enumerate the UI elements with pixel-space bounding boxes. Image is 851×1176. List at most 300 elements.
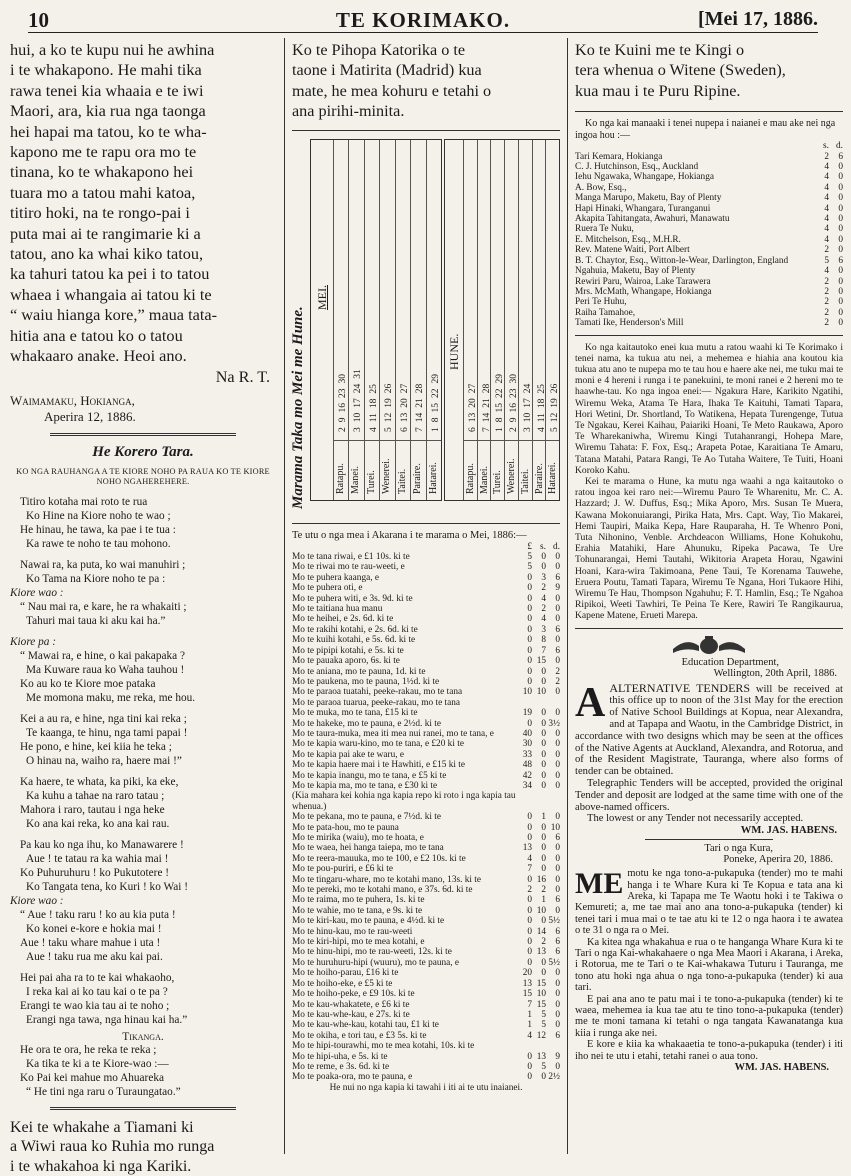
table-amount: 0 [527,926,532,937]
table-amount: 6 [555,645,560,656]
table-amount: 6 [555,1030,560,1041]
table-item: Mo te muka, mo te tana, £15 ki te [292,708,418,719]
table-amount: 5 [527,562,532,573]
news-line: Ko te Kuini me te Kingi o [575,41,745,59]
table-amount: 0 [541,1072,546,1083]
table-amount: 2 [824,318,829,329]
table-amount [546,1041,560,1051]
table-amount: 0 [838,307,843,318]
table-amount: 42 [522,770,532,781]
table-amount: 0 [838,162,843,173]
table-amount: 0 [541,822,546,833]
table-amount: 4 [527,853,532,864]
news-line: Kei te whakahe a Tiamani ki [10,1118,194,1136]
table-row [292,864,560,874]
calendar-date: 22 [430,388,441,398]
table-amount: 4 [824,234,829,245]
table-row [292,1052,560,1062]
table-item: Mo te reera-mauuka, mo te 100, e £2 10s. ki te [292,853,466,864]
mei-label: MEI. [315,284,329,310]
poem-line [10,831,276,838]
column-rule [567,38,568,1154]
agents-notice-june: Kei te marama o Hune, ka mutu nga waahi a nga kaitautoko o ratou ingoa kei raro nei:—Wiremu Pauro Te Wharenitu, Mr. C. A. Hazzard; J. W. Duffus, Esq.; Mika Aporo, Mrs. Susan Te Muera, Kawana Mokonuiarangi, Pirika Hata, Mrs. Capt. Way, Tio Makarei, Hemi Taupiri, Maika Kepa, Hare Rauparaha, H. Te Whenro Poni, Tuta Nihonino, Venble. Archdeacon Williams, Hone Kohukohu, Erahia Matahiki, Hare Ahunuku, Ripeka Pacawa, Te Ure Tohunarangai, Hemi Tautahi, Wikitoria Arapeta Horau, Ngawini Hoani, Kara-wira Takimoana, Pene Taui, Te Korenama Tauwehe, Eruera Poutu, Tamati Tapara, Wiremu Te Ngana, Hori Tukaore Hihi, Wiremu Te Hau, Thompson Ngahuhu; F. T. Hamlin, Esq.; Te Ngahoa Ripikoi, Weeti Tawhiri, Te Peina Te Kere, Rawiri Te Rangikaurua, Kapene Matene, Erueti Marepa. [575,475,843,622]
letter-line: titiro hoki, na te rongo-pai i [10,203,190,223]
table-amount: 0 [555,593,560,604]
table-amount: 0 [541,728,546,739]
poem-line: Kiore wao : [10,894,64,907]
table-amount [546,698,560,708]
calendar-day-header: Taitei. [519,468,531,494]
subscribers-table [575,141,843,328]
table-row [292,781,560,791]
poem-line: O hinau na, waiho ra, haere mai !” [26,754,182,767]
table-amount: 0 [555,989,560,1000]
table-amount [546,791,560,812]
table-amount: 0 [555,749,560,760]
calendar-date: 3 [522,426,533,432]
table-row [292,646,560,656]
poem-line [10,628,276,635]
table-amount: 30 [522,739,532,750]
calendar-date: 9 [338,417,348,422]
letter-line: Maori, ara, kia rua nga taonga [10,101,206,121]
table-amount: 0 [527,604,532,615]
table-amount: 0 [541,676,546,687]
table-amount: 0 [541,708,546,719]
hune-grid [463,140,559,500]
calendar-date: 1 [495,426,506,432]
calendar-date: 23 [338,388,348,398]
table-amount: 0 [555,1009,560,1020]
poem-line: Ko au ko te Kiore moe pataka [20,677,156,690]
news-item-sweden [575,40,843,101]
section-divider [292,523,560,524]
table-amount: 0 [838,245,843,256]
poem-line: “ He tini nga raru o Turaungatao.” [26,1085,181,1098]
table-row [292,833,560,843]
table-item: Mo te kapia waru-kino, mo te tana, e £20 ki te [292,739,464,750]
table-row [292,979,560,989]
maori-tenders-notice [575,868,843,936]
table-row [292,750,560,760]
table-row [292,843,560,853]
table-amount: 6 [555,833,560,843]
table-amount: 10 [536,687,546,698]
table-item: Mo te puhera witi, e 3s. 9d. ki te [292,593,413,604]
letter-line: i te whakapono. He mahi tika [10,60,202,80]
table-item: Mo te riwai mo te rau-weeti, e [292,562,405,573]
calendar-day-header: Ratapu. [335,462,346,494]
table-amount: 2 [555,676,560,687]
calendar-column-rule [477,140,478,500]
table-amount: 4 [824,162,829,173]
table-row [292,583,560,593]
table-amount: 6 [838,255,843,266]
table-amount: 6 [555,947,560,958]
table-row [292,875,560,885]
tenders-notice [575,679,843,778]
table-amount: 2 [824,286,829,297]
table-row [292,604,560,614]
maori-signature: WM. JAS. HABENS. [734,1062,829,1074]
moral-title: Tikanga. [122,1030,164,1043]
calendar-date: 4 [368,426,379,432]
poem-line: Erangi te wao kia tau ai te noho ; [20,999,170,1012]
letter-signature: Na R. T. [215,367,270,386]
table-row [292,823,560,833]
table-row [575,297,843,307]
table-amount: 0 [527,656,532,667]
poem-line [10,964,276,971]
table-amount: 15 [522,989,532,1000]
table-amount: 2 [541,604,546,615]
calendar-date: 29 [495,373,506,384]
table-item: Mo te tana riwai, e £1 10s. ki te [292,552,410,563]
calendar-day-header: Paraire. [533,462,545,494]
table-item: Mo te pou-puriri, e £6 ki te [292,864,393,875]
table-amount: 0 [555,739,560,750]
table-item: Mrs. McMath, Whangape, Hokianga [575,286,712,297]
poem-line: I reka kai ai ko tau kai o te pa ? [26,985,168,998]
table-amount: 0 [555,728,560,739]
table-amount: 2 [541,937,546,948]
calendar-column-rule [504,140,505,500]
story-subtitle: KO NGA RAUHANGA A TE KIORE NOHO PA RAUA KO TE KIORE NOHO NGAHEREHERE. [16,466,270,486]
news-line: ana pirihi-minita. [292,102,405,121]
table-amount: 5 [824,255,829,266]
calendar-date: 5 [550,426,561,432]
table-amount: 0 [541,780,546,791]
table-amount: 12 [536,1030,546,1041]
table-row [292,1072,560,1082]
calendar-date: 19 [384,397,395,408]
calendar-day-header: Paraire. [412,462,424,494]
table-amount [518,791,532,812]
calendar-date: 2 [509,426,520,432]
table-item: Mo te raima, mo te puhera, 1s. ki te [292,895,425,906]
poem-line [10,705,276,712]
table-amount: 1 [527,1020,532,1031]
table-row [575,256,843,266]
table-amount: 0 [541,957,546,968]
poem-line: Ko Tangata tena, ko Kuri ! ko Wai ! [26,880,188,893]
calendar-date: 1 [430,426,441,432]
tari-place: Tari o nga Kura, [704,843,773,855]
poem-line: “ Aue ! taku raru ! ko au kia puta ! [20,908,176,921]
table-item: Mo te kiri-hipi, mo te mea kotahi, e [292,937,425,948]
table-amount: 6 [555,926,560,937]
calendar-column-rule [333,140,334,500]
table-row [292,687,560,697]
calendar-dates [338,374,348,432]
table-item: Tamati Ike, Henderson's Mill [575,318,684,329]
news-item-germany [10,1118,276,1176]
table-amount: 0 [555,864,560,875]
poem-line: Ko ana kai reka, ko ana kai rau. [26,817,170,830]
table-amount: 0 [555,635,560,646]
table-amount: 5 [541,1020,546,1031]
table-amount: 0 [541,760,546,771]
table-amount: 0 [838,172,843,183]
calendar-day-header: Manei. [350,465,362,494]
table-amount: 0 [527,614,532,625]
table-amount: 0 [527,572,532,583]
section-divider [292,130,560,131]
table-amount: 2 [824,151,829,162]
poem-line: Aue ! taku rua me aku kai pai. [26,950,163,963]
calendar-date: 8 [430,417,441,422]
calendar-date: 8 [495,417,506,422]
news-line: taone i Matirita (Madrid) kua [292,61,482,80]
table-amount [532,791,546,812]
calendar-date: 7 [481,426,492,432]
poem-line [10,551,276,558]
section-divider [575,628,843,629]
calendar-date: 24 [353,383,364,393]
table-amount: 9 [555,1051,560,1062]
table-amount: 0 [838,193,843,204]
table-amount: 0 [555,978,560,989]
table-amount: 5½ [548,957,560,968]
table-amount: 10 [536,989,546,1000]
table-item: Rewiri Paru, Wairoa, Lake Tarawera [575,276,711,287]
poem-line: Ko Pai kei mahue mo Ahuareka [20,1071,164,1084]
table-item: Mo te paraoa tuarua, peeke-rakau, mo te tana [292,697,461,708]
table-row [575,287,843,297]
table-amount: 10 [522,687,532,698]
table-amount: 0 [555,968,560,979]
table-row [292,656,560,666]
edu-department: Education Department, [681,656,779,668]
calendar-date: 15 [430,402,441,413]
poem-line: Mahora i raro, tautau i nga heke [20,803,165,816]
section-divider [645,839,773,840]
poem-line: Kei a au ra, e hine, nga tini kai reka ; [20,712,187,725]
calendar-column-rule [545,140,546,500]
calendar-date: 30 [509,373,520,384]
calendar-date: 27 [468,383,478,393]
table-item: Peri Te Huhu, [575,297,627,308]
letter-place: Waimamaku, Hokianga, [10,392,135,408]
maori-body: motu ke nga tono-a-pukapuka (tender) mo te mahi hanga i te Whare Kura ki Te Kopua e tata ana ki Areka, ki Tapapa me Te Waotu hoki i te Takiwa o Kemureti; a, me tae mai ano ana tono-a-pukapuka (tender) ki tenei tari i mua mai o te tae atu ki te 12 o nga haora i te awatea o te 31 o nga ra o Mei. [575,868,843,937]
column-two [292,40,560,1093]
calendar-date: 4 [536,426,547,432]
table-item: Mo te huruhuru-hipi (wuuru), mo te pauna, e [292,957,460,968]
table-amount: 15 [536,656,546,667]
calendar-dates [415,383,425,431]
table-row [292,1031,560,1041]
mei-grid [333,140,441,500]
calendar-day-header: Turei. [365,469,377,494]
table-amount: 0 [527,1051,532,1062]
table-amount: 2½ [548,1072,560,1083]
table-amount: 7 [541,645,546,656]
hune-label: HUNE. [447,333,461,370]
table-amount: 2 [824,245,829,256]
letter-line: kapono me te rapu ora mo te [10,142,197,162]
table-row [292,958,560,968]
calendar-header-rule [333,440,441,441]
prices-footnote: He nui no nga kapia ki tawahi i iti ai te utu inaianei. [329,1082,523,1093]
poem-line [10,768,276,775]
table-amount: 5 [541,1009,546,1020]
table-amount: 7 [527,864,532,875]
letter-date: Aperira 12, 1886. [44,408,136,424]
poem-line: Me momona maku, me reka, me hou. [26,691,196,704]
poem-line: “ Mawai ra, e hine, o kai pakapaka ? [20,649,185,662]
table-amount: 6 [555,624,560,635]
table-item: Mo te hipi-tourawhi, mo te mea kotahi, 10s. ki te [292,1041,475,1052]
calendar-date: 12 [384,412,395,422]
prices-table [292,542,560,1083]
table-amount: 0 [555,770,560,781]
poem-line: Aue ! taku whare mahue i uta ! [20,936,161,949]
table-amount [532,698,546,708]
calendar-day-header: Wenerei. [506,458,518,494]
table-item: Mo te reme, e 3s. 6d. ki te [292,1061,390,1072]
table-item: Mo te taura-muka, mea iti mea nui ranei, mo te tana, e [292,728,494,739]
poem-line: Ma Kuware raua ko Waha tauhou ! [26,663,185,676]
table-item: Mo te aniana, mo te pauna, 1d. ki te [292,666,426,677]
table-amount: 4 [824,182,829,193]
table-row [292,906,560,916]
table-item: Mo te rakihi kotahi, e 2s. 6d. ki te [292,624,418,635]
table-amount: 1 [527,1009,532,1020]
table-row [292,1010,560,1020]
letter-line: whakaaro anake. Heoi ano. [10,346,187,366]
table-amount: 0 [527,895,532,906]
calendar-dates [353,369,363,432]
poem-line: Kiore wao : [10,586,64,599]
table-amount: 0 [838,276,843,287]
calendar-title: Marama Taka mo Mei me Hune. [290,305,306,509]
calendar-mei-hune [292,137,560,519]
table-amount: 5½ [548,916,560,927]
calendar-date: 9 [509,417,520,422]
table-amount: 0 [838,234,843,245]
table-row [575,224,843,234]
table-amount: 34 [522,780,532,791]
calendar-date: 28 [415,383,426,393]
table-amount: 0 [838,318,843,329]
table-amount: 9 [555,583,560,594]
calendar-hune-table [444,139,560,501]
calendar-day-header: Hatarei. [427,461,439,494]
calendar-column-rule [518,140,519,500]
letter-line: whaea i whangaia ai tatou ki te [10,284,212,304]
table-amount: 3 [541,624,546,635]
table-amount: 0 [527,1061,532,1072]
table-item: Mo te kau-whe-kau, kotahi tau, £1 ki te [292,1020,439,1031]
table-row [292,885,560,895]
calendar-date: 18 [368,398,379,408]
table-item: Mo te tingaru-whare, mo te kotahi mano, 13s. ki te [292,874,481,885]
table-amount: 6 [555,572,560,583]
calendar-date: 25 [536,383,547,394]
poem-line: He pono, e hine, kei kiia he teka ; [20,740,172,753]
table-amount: 4 [824,224,829,235]
table-item: Mo te puhera kaanga, e [292,572,379,583]
table-amount: 0 [527,812,532,823]
table-item: Mo te okiha, e tori tau, e £3 5s. ki te [292,1030,427,1041]
calendar-date: 31 [353,368,364,379]
table-row [292,729,560,739]
table-amount: 0 [527,645,532,656]
table-amount: 4 [824,172,829,183]
calendar-day-header: Manei. [478,465,490,494]
calendar-date: 23 [509,388,520,398]
tari-date: Poneke, Aperira 20, 1886. [723,854,833,866]
calendar-date: 21 [481,397,492,408]
table-amount: 0 [527,905,532,916]
story-poem [10,495,276,1027]
letter-line: tuara mo a tatou mahi katoa, [10,182,196,202]
tenders-signature: WM. JAS. HABENS. [740,825,837,837]
table-row [575,183,843,193]
table-item: Mo te puhera oti, e [292,583,363,594]
news-line: kua mau i te Puru Ripine. [575,81,741,100]
table-row [292,698,560,708]
table-row [292,635,560,645]
table-amount: 0 [555,562,560,573]
table-row [292,1062,560,1072]
table-item: Mo te hinu-kau, mo te rau-weeti [292,926,413,937]
calendar-date: 30 [338,373,348,384]
table-amount: 3½ [548,718,560,729]
table-amount: 2 [527,885,532,896]
table-header: d. [553,541,560,552]
table-item: Mo te kapia pai ake te waru, e [292,749,405,760]
calendar-date: 6 [468,426,478,432]
table-row [292,937,560,947]
table-amount: 0 [527,916,532,927]
table-amount: 0 [527,676,532,687]
table-amount: 6 [555,937,560,948]
calendar-date: 29 [430,373,441,384]
section-divider [50,1107,236,1110]
table-row [575,214,843,224]
table-amount: 4 [824,214,829,225]
table-amount: 3 [541,572,546,583]
table-item: Mo te poaka-ora, mo te pauna, e [292,1072,413,1083]
table-amount: 0 [541,749,546,760]
calendar-date: 10 [353,412,364,422]
table-amount: 0 [541,739,546,750]
poem-line: Pa kau ko nga ihu, ko Manawarere ! [20,838,184,851]
poem-line: Ka rawe te noho te tau mohono. [26,537,171,550]
table-amount: 13 [536,947,546,958]
maori-dropcap: ME [575,867,624,901]
table-row [575,204,843,214]
table-header: s. [540,541,546,552]
table-item: Mo te hoiho-eke, e £5 ki te [292,978,393,989]
table-item: Mo te waea, hei hanga taiepa, mo te tana [292,843,444,854]
table-amount: 0 [541,853,546,864]
page-number: 10 [28,8,49,32]
table-amount: 4 [824,203,829,214]
poem-line: Ka haere, te whata, ka piki, ka eke, [20,775,179,788]
table-amount: 0 [555,552,560,563]
table-row [575,277,843,287]
table-row [292,625,560,635]
maori-p3: E pai ana ano te patu mai i te tono-a-pukapuka (tender) ki te waea, mehemea ia kua tae atu te tino tono-a-pukapuka (tender) me te moni tamana ki tetahi o nga tangata Kawanatanga kua kiia i runga ake nei. [575,993,843,1039]
table-item: Mo te taitiana hua manu [292,604,383,615]
section-divider [575,335,843,336]
table-item: Tari Kemara, Hokianga [575,151,663,162]
table-item: Mo te kuihi kotahi, e 5s. 6d. ki te [292,635,416,646]
table-row [292,1000,560,1010]
letter-line: tatou, ano ka whai kiko tatou, [10,244,204,264]
